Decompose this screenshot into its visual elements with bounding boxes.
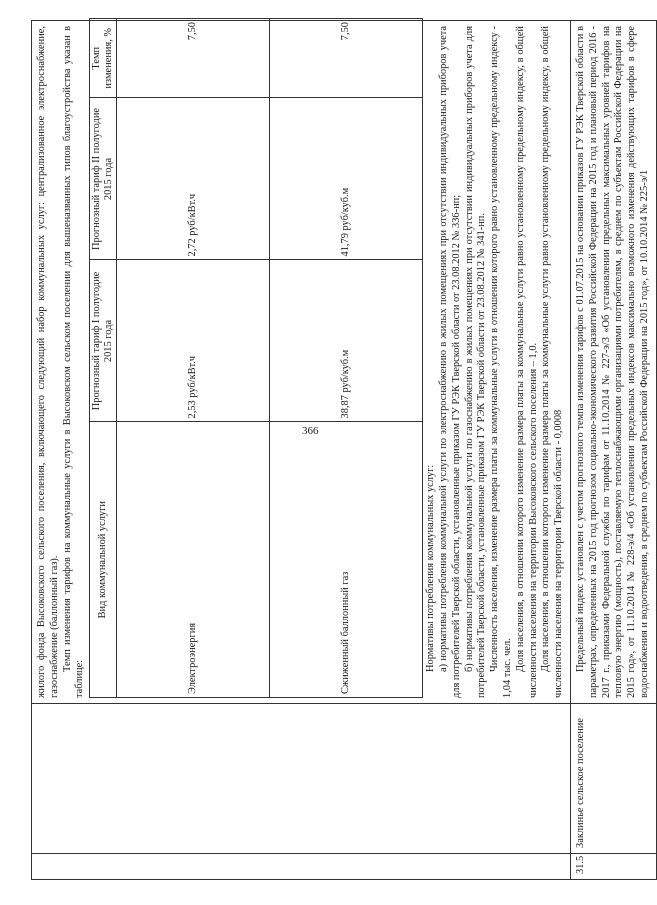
tariff-header-service: Вид коммунальной услуги (90, 422, 117, 698)
page-number: 366 (302, 425, 319, 437)
tariff-cell-h1: 2,53 руб/кВт.ч (117, 260, 270, 422)
tariff-header-h1: Прогнозный тариф I полугодие 2015 года (90, 260, 117, 422)
population-share-settlement-paragraph: Доля населения, в отношении которого изменение размера платы за коммунальные услуги равно установленному предельному индексу, в общей численности населения на территории Высоковского сельского поселения – 1,0. (514, 26, 539, 698)
norms-electricity-paragraph: а) нормативы потребления коммунальной услуги по электроснабжению в жилых помещениях при отсутствии индивидуальных приборов учета для потребителей Тверской области, установленные приказом ГУ РЭК Тверской области от 23.08.2012 № 336-нп; (437, 26, 462, 698)
tariff-cell-service: Электроэнергия (117, 422, 270, 698)
row-content-cell (32, 21, 571, 704)
tariff-cell-h2: 2,72 руб/кВт.ч (117, 98, 270, 260)
tariff-table-row (117, 19, 270, 698)
tariff-cell-h1: 38,87 руб/куб.м (270, 260, 423, 422)
limit-index-paragraph: Предельный индекс установлен с учетом прогнозного темпа изменения тарифов с 01.07.2015 на основании приказов ГУ РЭК Тверской области в параметрах, определенных на 2015 год прогнозом социально-экономического развития Российской Федерации на 2015 год и плановый период 2016 - 2017 г., приказами Федеральной службы по тарифам от 11.10.2014 № 227-э/3 «Об установлении предельных максимальных уровней тарифов на тепловую энергию (мощность), поставляемую теплоснабжающими организациями потребителям, в среднем по субъектам Российской Федерации на 2015 год», от 11.10.2014 № 228-э/4 «Об установлении предельных индексов максимально возможного изменения действующих тарифов в сфере водоснабжения и водоотведения, в среднем по субъектам Российской Федерации на 2015 год», от 10.10.2014 № 225-э/1 (574, 26, 650, 698)
tariff-header-rate: Темп изменения, % (90, 19, 117, 98)
tariff-cell-rate: 7,50 (270, 19, 423, 98)
tariff-table (89, 18, 423, 698)
norms-gas-paragraph: б) нормативы потребления коммунальной услуги по газоснабжению в жилых помещениях при отсутствии индивидуальных приборов учета для потребителей Тверской области, установленные приказом ГУ РЭК Тверской области от 23.08.2012 № 341-нп. (463, 26, 488, 698)
population-share-region-paragraph: Доля населения, в отношении которого изменение размера платы за коммунальные услуги равно установленному предельному индексу, в общей численности населения на территории Тверской области - 0,0008 (540, 26, 565, 698)
tariff-cell-rate: 7,50 (117, 19, 270, 98)
row-content-cell (570, 21, 656, 704)
tariff-intro-paragraph: Темп изменения тарифов на коммунальные услуги в Высоковском сельском поселении для вышеназванных типов благоустройства указан в таблице: (61, 26, 86, 698)
population-paragraph: Численность населения, изменение размера платы за коммунальные услуги в отношении которого равно установленному предельному индексу - 1,04 тыс. чел. (489, 26, 513, 698)
row-name-cell-empty (32, 704, 571, 854)
tariff-table-row (270, 19, 423, 698)
rotated-page (31, 20, 650, 880)
main-table (31, 20, 657, 880)
table-row-previous (32, 21, 571, 880)
tariff-cell-service: Сжиженный баллонный газ (270, 422, 423, 698)
row-number-cell: 31.5 (570, 854, 656, 880)
row-name-cell: Заклинье сельское поселение (570, 704, 656, 854)
tariff-cell-h2: 41,79 руб/куб.м (270, 98, 423, 260)
row-number-cell-empty (32, 854, 571, 880)
table-row-current (570, 21, 656, 880)
tariff-header-h2: Прогнозный тариф II полугодие 2015 года (90, 98, 117, 260)
intro-paragraph: жилого фонда Высоковского сельского поселения, включающего следующий набор коммунальных услуг: централизованное электроснабжение, газоснабжение (баллонный газ). (36, 26, 60, 698)
norms-heading: Нормативы потребления коммунальных услуг: (425, 464, 437, 672)
tariff-table-header-row (90, 19, 117, 698)
